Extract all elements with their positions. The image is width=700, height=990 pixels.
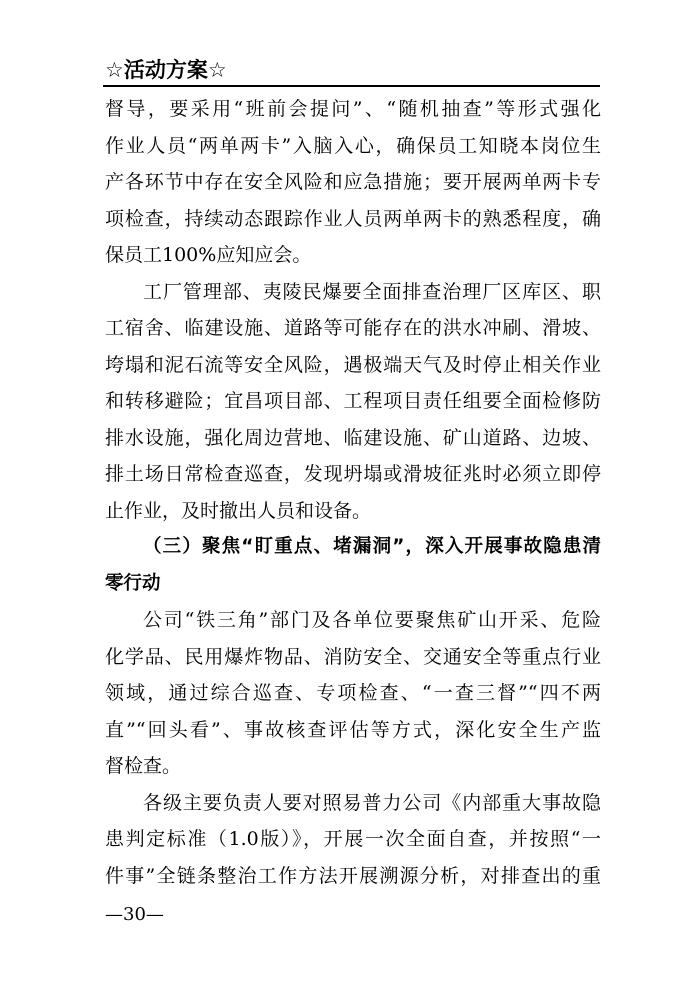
document-body: [105, 91, 601, 894]
text-line: 化学品、民用爆炸物品、消防安全、交通安全等重点行业: [105, 645, 601, 668]
text-line: 项检查，持续动态跟踪作业人员两单两卡的熟悉程度，确: [105, 207, 601, 230]
text-line: 患判定标准（1.0版）》，开展一次全面自查，并按照“一: [105, 828, 601, 850]
text-line: 作业人员“两单两卡”入脑入心，确保员工知晓本岗位生: [105, 134, 601, 157]
text-line: 排水设施，强化周边营地、临建设施、矿山道路、边坡、: [105, 426, 601, 449]
page-header-title: ☆活动方案☆: [105, 58, 227, 82]
text-line: 止作业，及时撤出人员和设备。: [105, 499, 372, 522]
section-heading: 零行动: [105, 572, 161, 594]
page-number: —30—: [105, 904, 164, 925]
paragraph-first-line: 各级主要负责人要对照易普力公司《内部重大事故隐: [143, 791, 601, 814]
text-line: 工宿舍、临建设施、道路等可能存在的洪水冲刷、滑坡、: [105, 317, 601, 339]
text-line: 保员工100%应知应会。: [105, 244, 312, 266]
text-line: 排土场日常检查巡查，发现坍塌或滑坡征兆时必须立即停: [105, 463, 601, 485]
text-line: 督检查。: [105, 755, 182, 777]
text-line: 领域，通过综合巡查、专项检查、“一查三督”“四不两: [105, 682, 601, 704]
paragraph-first-line: 公司“铁三角”部门及各单位要聚焦矿山开采、危险: [143, 609, 601, 631]
header-rule: [103, 85, 600, 87]
text-line: 和转移避险；宜昌项目部、工程项目责任组要全面检修防: [105, 390, 601, 412]
section-heading: （三）聚焦“盯重点、堵漏洞”，深入开展事故隐患清: [143, 536, 601, 557]
paragraph-first-line: 工厂管理部、夷陵民爆要全面排查治理厂区库区、职: [143, 280, 601, 303]
text-line: 件事”全链条整治工作方法开展溯源分析，对排查出的重: [105, 864, 601, 887]
text-line: 垮塌和泥石流等安全风险，遇极端天气及时停止相关作业: [105, 353, 601, 376]
text-line: 产各环节中存在安全风险和应急措施；要开展两单两卡专: [105, 171, 601, 193]
text-line: 督导，要采用“班前会提问”、“随机抽查”等形式强化: [105, 98, 601, 120]
text-line: 直”“回头看”、事故核查评估等方式，深化安全生产监: [105, 718, 601, 741]
